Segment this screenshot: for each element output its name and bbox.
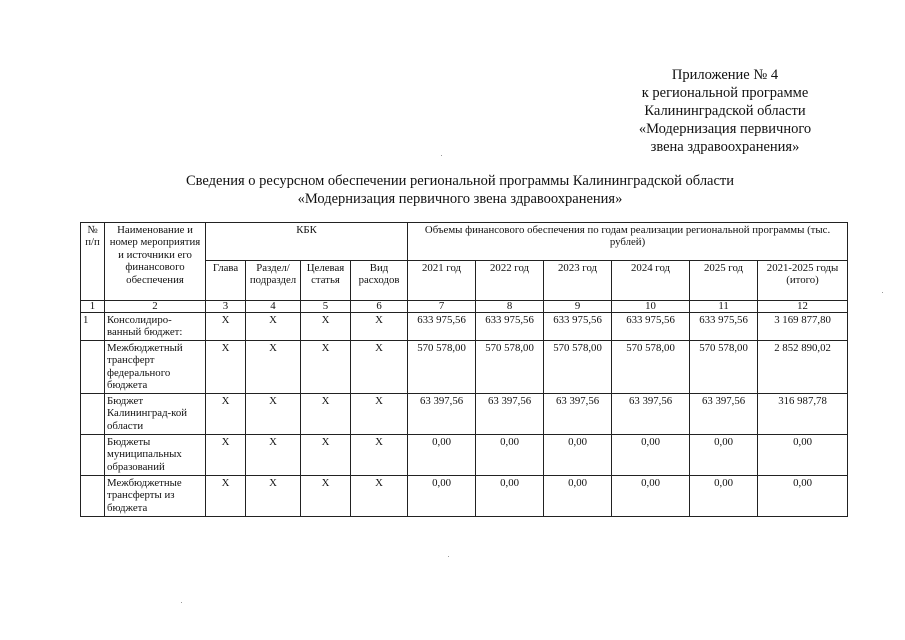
value-cell-total: 0,00	[758, 476, 848, 517]
col-number: 3	[206, 301, 246, 313]
kbk-cell: Х	[206, 476, 246, 517]
value-cell: 633 975,56	[690, 313, 758, 341]
col-number: 4	[246, 301, 301, 313]
table-row	[81, 476, 848, 517]
header-year: 2023 год	[544, 261, 612, 301]
value-cell-total: 316 987,78	[758, 394, 848, 435]
kbk-cell: Х	[301, 476, 351, 517]
col-number: 6	[351, 301, 408, 313]
kbk-cell: Х	[351, 341, 408, 394]
kbk-cell: Х	[246, 394, 301, 435]
kbk-cell: Х	[246, 341, 301, 394]
header-row-1	[81, 223, 848, 261]
header-vid: Вид расходов	[351, 261, 408, 301]
appendix-line: к региональной программе	[641, 85, 809, 101]
value-cell: 0,00	[408, 476, 476, 517]
value-cell: 63 397,56	[476, 394, 544, 435]
row-name: Межбюджетные трансферты из бюджета	[105, 476, 206, 517]
header-year: 2024 год	[612, 261, 690, 301]
header-year: 2025 год	[690, 261, 758, 301]
header-funding: Объемы финансового обеспечения по годам реализации региональной программы (тыс. рублей)	[408, 223, 848, 261]
value-cell: 0,00	[612, 435, 690, 476]
value-cell: 570 578,00	[690, 341, 758, 394]
header-kbk: КБК	[206, 223, 408, 261]
scan-speck	[441, 155, 442, 156]
row-name: Консолидиро-ванный бюджет:	[105, 313, 206, 341]
kbk-cell: Х	[246, 435, 301, 476]
scan-speck	[448, 556, 449, 557]
value-cell: 63 397,56	[690, 394, 758, 435]
row-num	[81, 435, 105, 476]
kbk-cell: Х	[351, 435, 408, 476]
value-cell: 633 975,56	[612, 313, 690, 341]
col-number: 1	[81, 301, 105, 313]
value-cell: 570 578,00	[612, 341, 690, 394]
value-cell: 570 578,00	[476, 341, 544, 394]
kbk-cell: Х	[301, 394, 351, 435]
value-cell: 570 578,00	[408, 341, 476, 394]
col-number: 7	[408, 301, 476, 313]
value-cell: 0,00	[476, 476, 544, 517]
value-cell: 0,00	[612, 476, 690, 517]
kbk-cell: Х	[301, 341, 351, 394]
appendix-block	[605, 66, 845, 156]
kbk-cell: Х	[246, 476, 301, 517]
row-num	[81, 476, 105, 517]
header-year: 2022 год	[476, 261, 544, 301]
header-celevaya: Целевая статья	[301, 261, 351, 301]
col-number: 9	[544, 301, 612, 313]
value-cell: 0,00	[690, 435, 758, 476]
value-cell: 0,00	[476, 435, 544, 476]
value-cell: 633 975,56	[408, 313, 476, 341]
appendix-line: Приложение № 4	[671, 67, 779, 83]
title-line-1: Сведения о ресурсном обеспечении региональной программы Калининградской области	[185, 173, 735, 189]
row-name: Бюджет Калининград-кой области	[105, 394, 206, 435]
appendix-line: звена здравоохранения»	[650, 139, 800, 155]
value-cell: 0,00	[690, 476, 758, 517]
row-num	[81, 394, 105, 435]
value-cell-total: 2 852 890,02	[758, 341, 848, 394]
row-num	[81, 341, 105, 394]
document-title	[120, 172, 800, 208]
kbk-cell: Х	[206, 341, 246, 394]
value-cell: 0,00	[544, 476, 612, 517]
header-glava: Глава	[206, 261, 246, 301]
table-row	[81, 394, 848, 435]
row-name: Межбюджетный трансферт федерального бюджета	[105, 341, 206, 394]
kbk-cell: Х	[301, 313, 351, 341]
header-name: Наименование и номер мероприятия и источники его финансового обеспечения	[105, 223, 206, 301]
col-number: 12	[758, 301, 848, 313]
scan-speck	[181, 602, 182, 603]
value-cell: 63 397,56	[408, 394, 476, 435]
resource-table	[80, 222, 848, 517]
table-row	[81, 341, 848, 394]
kbk-cell: Х	[206, 435, 246, 476]
header-razdel: Раздел/ подраздел	[246, 261, 301, 301]
header-year: 2021 год	[408, 261, 476, 301]
col-number: 5	[301, 301, 351, 313]
kbk-cell: Х	[351, 476, 408, 517]
kbk-cell: Х	[206, 313, 246, 341]
table-row	[81, 435, 848, 476]
row-num: 1	[81, 313, 105, 341]
appendix-line: Калининградской области	[644, 103, 806, 119]
scan-speck	[882, 292, 883, 293]
value-cell: 0,00	[408, 435, 476, 476]
kbk-cell: Х	[246, 313, 301, 341]
kbk-cell: Х	[351, 394, 408, 435]
value-cell: 63 397,56	[544, 394, 612, 435]
column-number-row	[81, 301, 848, 313]
kbk-cell: Х	[206, 394, 246, 435]
table-row	[81, 313, 848, 341]
header-num: № п/п	[81, 223, 105, 301]
value-cell-total: 0,00	[758, 435, 848, 476]
value-cell: 63 397,56	[612, 394, 690, 435]
col-number: 2	[105, 301, 206, 313]
kbk-cell: Х	[351, 313, 408, 341]
title-line-2: «Модернизация первичного звена здравоохранения»	[297, 191, 623, 207]
value-cell-total: 3 169 877,80	[758, 313, 848, 341]
value-cell: 633 975,56	[544, 313, 612, 341]
header-year-total: 2021-2025 годы (итого)	[758, 261, 848, 301]
appendix-line: «Модернизация первичного	[638, 121, 812, 137]
col-number: 8	[476, 301, 544, 313]
row-name: Бюджеты муниципальных образований	[105, 435, 206, 476]
kbk-cell: Х	[301, 435, 351, 476]
value-cell: 0,00	[544, 435, 612, 476]
col-number: 11	[690, 301, 758, 313]
value-cell: 570 578,00	[544, 341, 612, 394]
value-cell: 633 975,56	[476, 313, 544, 341]
col-number: 10	[612, 301, 690, 313]
